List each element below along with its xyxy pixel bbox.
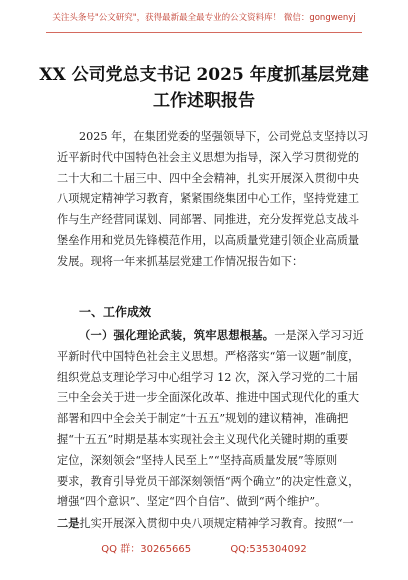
second-point-label: 二是: [57, 516, 80, 531]
header-divider: [46, 32, 362, 33]
section-heading: 一、工作成效: [79, 305, 152, 319]
subsection-line: 平新时代中国特色社会主义思想。严格落实“第一议题”制度，: [57, 349, 360, 363]
intro-line: 作与生产经营同谋划、同部署、同推进，充分发挥党总支战斗: [57, 213, 360, 227]
intro-line: 2025 年，在集团党委的坚强领导下，公司党总支坚持以习: [79, 130, 369, 143]
subsection-line: 组织党总支理论学习中心组学习 12 次，深入学习党的二十届: [57, 370, 359, 384]
intro-line: 二十大和二十届三中、四中全会精神，扎实开展深入贯彻中央: [57, 171, 360, 185]
intro-line: 发展。现将一年来抓基层党建工作情况报告如下：: [57, 254, 304, 268]
title-line-2: 工作述职报告: [153, 91, 255, 111]
second-point-text: 扎实开展深入贯彻中央八项规定精神学习教育。按照“一: [79, 517, 354, 531]
subsection-line: 握“十五五”时期是基本实现社会主义现代化关键时期的重要: [57, 432, 349, 446]
intro-line: 近平新时代中国特色社会主义思想为指导，深入学习贯彻党的: [57, 150, 360, 164]
subsection-line: 部署和四中全会关于制定“十五五”规划的建议精神，准确把: [57, 412, 349, 426]
header-banner: [0, 0, 408, 46]
second-point-line: [57, 513, 359, 535]
subsection-first-line: [57, 326, 364, 347]
subsection-first-line-rest: 一是深入学习习近: [274, 329, 364, 342]
subsection-line: 增强“四个意识”、坚定“四个自信”、做到“两个维护”。: [57, 495, 327, 509]
footer-qq-group: QQ 群：30265665: [101, 544, 192, 555]
footer-contacts: [0, 540, 408, 555]
intro-line: 堡垒作用和党员先锋模范作用，以高质量党建引领企业高质量: [57, 233, 360, 247]
subsection-line: 定位，深刻领会“坚持人民至上”“坚持高质量发展”等原则: [57, 453, 338, 467]
subsection-line: 要求，教育引导党员干部深刻领悟“两个确立”的决定性意义，: [57, 474, 360, 488]
intro-line: 八项规定精神学习教育，紧紧围绕集团中心工作，坚持党建工: [57, 192, 360, 206]
title-line-1: XX 公司党总支书记 2025 年度抓基层党建: [39, 65, 369, 85]
document-title: [36, 62, 372, 114]
subsection-heading: （一）强化理论武装，筑牢思想根基。: [79, 329, 275, 342]
footer-qq-number: QQ:535304092: [230, 544, 307, 555]
subsection-paragraph: [57, 326, 364, 535]
intro-paragraph: [57, 127, 369, 273]
header-promo-text: 关注头条号"公文研究"，获得最新最全最专业的公文资料库！ 微信：gongwenyj: [52, 13, 356, 23]
subsection-line: 三中全会关于进一步全面深化改革、推进中国式现代化的重大: [57, 391, 360, 405]
